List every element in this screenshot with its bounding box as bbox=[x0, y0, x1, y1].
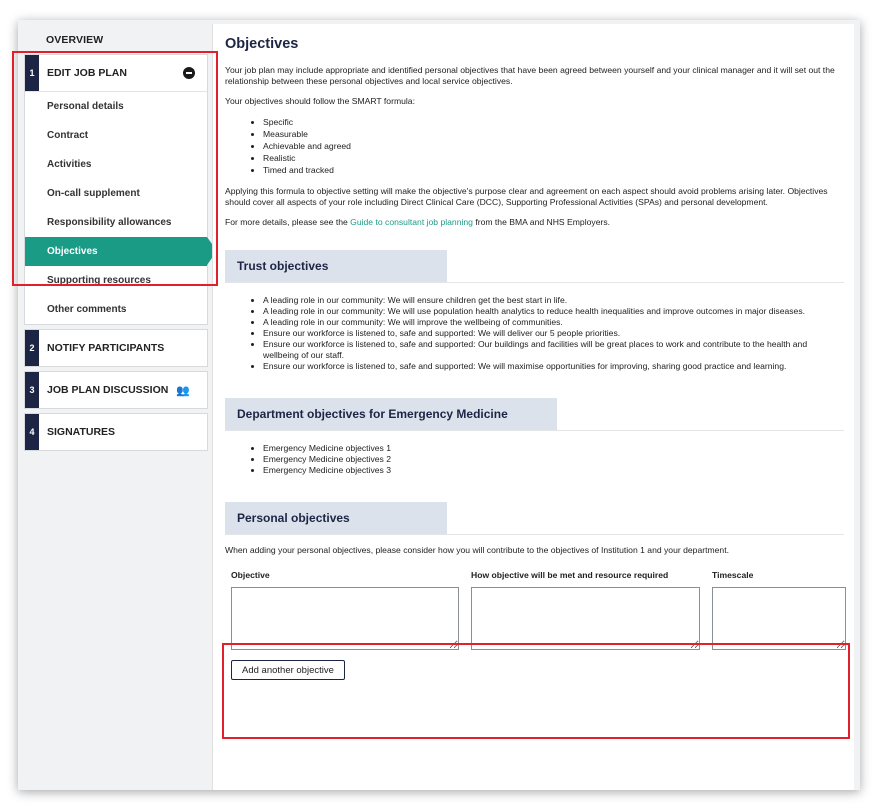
people-icon: 👥 bbox=[176, 384, 191, 397]
page-title: Objectives bbox=[225, 36, 299, 52]
timescale-textarea[interactable] bbox=[712, 587, 846, 650]
personal-objectives-header bbox=[225, 502, 844, 535]
list-item: • Realistic bbox=[263, 152, 844, 164]
list-item: • A leading role in our community: We will ensure children get the best start in life. bbox=[263, 295, 844, 306]
step-signatures[interactable] bbox=[24, 413, 208, 451]
smart-intro: Your objectives should follow the SMART formula: bbox=[225, 96, 415, 106]
personal-intro: When adding your personal objectives, please consider how you will contribute to the objectives of Institution 1 and your department. bbox=[225, 545, 729, 555]
section-title: Department objectives for Emergency Medicine bbox=[225, 398, 557, 430]
list-item: • A leading role in our community: We will improve the wellbeing of communities. bbox=[263, 317, 844, 328]
list-item: • Emergency Medicine objectives 3 bbox=[263, 465, 844, 476]
list-item: • A leading role in our community: We will use population health analytics to reduce health inequalities and improve outcomes in major diseases. bbox=[263, 306, 844, 317]
list-item: • Ensure our workforce is listened to, safe and supported: We will maximise opportunities for improving, sharing good practice and learning. bbox=[263, 361, 844, 372]
details-text: For more details, please see the Guide to consultant job planning from the BMA and NHS Employers. bbox=[225, 217, 611, 227]
guide-link[interactable]: Guide to consultant job planning bbox=[350, 217, 473, 227]
minus-circle-icon[interactable] bbox=[183, 67, 195, 79]
list-item: • Ensure our workforce is listened to, safe and supported: We will deliver our 5 people priorities. bbox=[263, 328, 844, 339]
nav-overview[interactable]: OVERVIEW bbox=[46, 34, 104, 46]
section-title: Personal objectives bbox=[225, 502, 447, 534]
column-header-objective: Objective bbox=[231, 570, 270, 580]
smart-list bbox=[263, 116, 844, 176]
applying-text: Applying this formula to objective setting will make the objective's purpose clear and agreement on each aspect should avoid problems arising later. Objectives should cover all aspects of your role including Direct Clinical Care (DCC), Supporting Professional Activities (SPAs) and personal development. bbox=[225, 186, 828, 207]
step-job-plan-discussion[interactable] bbox=[24, 371, 208, 409]
trust-objectives-list bbox=[263, 295, 844, 372]
list-item: • Measurable bbox=[263, 128, 844, 140]
subnav-on-call-supplement[interactable]: On-call supplement bbox=[47, 188, 140, 199]
subnav-supporting-resources[interactable]: Supporting resources bbox=[47, 275, 151, 286]
step-label: EDIT JOB PLAN bbox=[47, 67, 127, 79]
step-number: 3 bbox=[25, 372, 39, 408]
trust-objectives-header bbox=[225, 250, 844, 283]
sidebar bbox=[24, 24, 208, 451]
list-item: • Timed and tracked bbox=[263, 164, 844, 176]
intro-text: Your job plan may include appropriate and identified personal objectives that have been agreed between yourself and your clinical manager and it will set out the relationship between these personal objectives and local service objectives. bbox=[225, 65, 835, 86]
app-window bbox=[18, 20, 860, 790]
step-label: JOB PLAN DISCUSSION bbox=[47, 384, 169, 396]
step-label: SIGNATURES bbox=[47, 426, 116, 438]
subnav-contract[interactable]: Contract bbox=[47, 130, 89, 141]
subnav-objectives[interactable]: Objectives bbox=[25, 237, 207, 266]
list-item: • Ensure our workforce is listened to, safe and supported: Our buildings and facilities will be great places to work and contribute to the health and wellbeing of our staff. bbox=[263, 339, 844, 361]
objectives-table bbox=[231, 570, 844, 650]
step-number: 1 bbox=[25, 55, 39, 91]
edit-job-plan-subnav bbox=[25, 91, 207, 324]
add-another-objective-button[interactable]: Add another objective bbox=[231, 660, 345, 680]
department-objectives-header bbox=[225, 398, 844, 431]
subnav-responsibility-allowances[interactable]: Responsibility allowances bbox=[47, 217, 172, 228]
subnav-personal-details[interactable]: Personal details bbox=[47, 101, 124, 112]
list-item: • Emergency Medicine objectives 2 bbox=[263, 454, 844, 465]
section-title: Trust objectives bbox=[225, 250, 447, 282]
subnav-activities[interactable]: Activities bbox=[47, 159, 92, 170]
list-item: • Emergency Medicine objectives 1 bbox=[263, 443, 844, 454]
column-header-timescale: Timescale bbox=[712, 570, 754, 580]
how-met-textarea[interactable] bbox=[471, 587, 700, 650]
step-edit-job-plan-header[interactable] bbox=[25, 55, 207, 91]
step-edit-job-plan bbox=[24, 54, 208, 325]
step-number: 4 bbox=[25, 414, 39, 450]
step-notify-participants[interactable] bbox=[24, 329, 208, 367]
main-content bbox=[212, 24, 854, 790]
step-number: 2 bbox=[25, 330, 39, 366]
step-label: NOTIFY PARTICIPANTS bbox=[47, 342, 165, 354]
department-objectives-list bbox=[263, 443, 844, 476]
objective-textarea[interactable] bbox=[231, 587, 459, 650]
column-header-how: How objective will be met and resource required bbox=[471, 570, 669, 580]
list-item: • Specific bbox=[263, 116, 844, 128]
subnav-other-comments[interactable]: Other comments bbox=[47, 304, 127, 315]
list-item: • Achievable and agreed bbox=[263, 140, 844, 152]
